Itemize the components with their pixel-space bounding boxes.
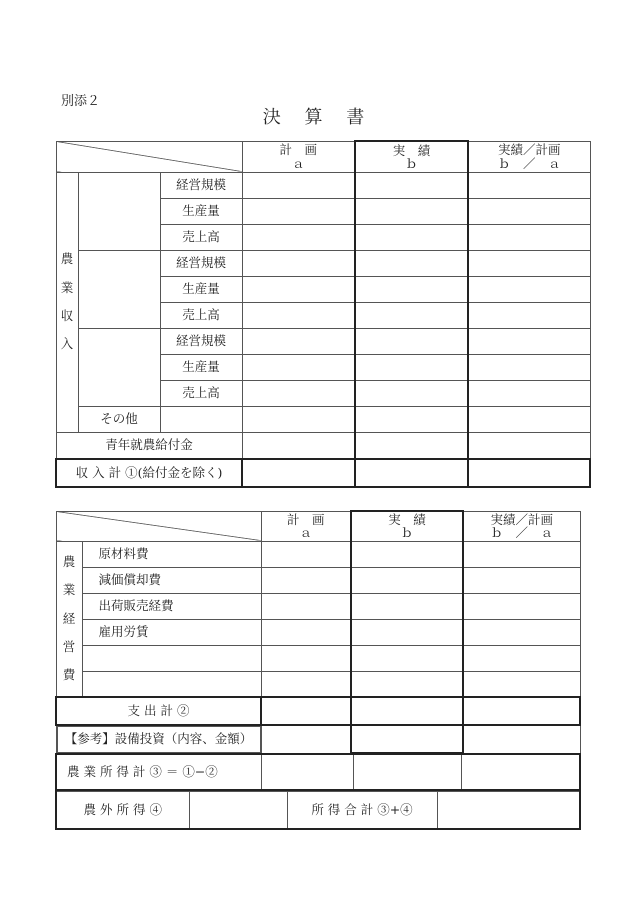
input-cell[interactable] <box>242 276 355 302</box>
row-label: 生産量 <box>160 198 242 224</box>
input-cell[interactable] <box>463 619 580 645</box>
header-ratio: 実績／計画 ｂ ／ ａ <box>463 511 580 541</box>
input-cell[interactable] <box>468 354 590 380</box>
farm-income-table <box>55 753 581 791</box>
input-cell[interactable] <box>189 792 287 829</box>
income-table <box>55 140 591 488</box>
farm-income-label: 農 業 所 得 計 ③ ＝ ①−② <box>56 754 261 790</box>
input-cell[interactable] <box>437 792 580 829</box>
input-cell[interactable] <box>468 302 590 328</box>
input-cell[interactable] <box>353 754 461 790</box>
row-label: 売上高 <box>160 380 242 406</box>
input-cell[interactable] <box>468 224 590 250</box>
input-cell[interactable] <box>261 725 351 753</box>
expense-item-label: 原材料費 <box>82 541 261 567</box>
income-total-label: 収 入 計 ①(給付金を除く) <box>56 459 242 487</box>
header-diagonal-cell <box>56 511 261 541</box>
expense-group-label: 農 業 経 営 費 <box>56 541 82 697</box>
input-cell[interactable] <box>468 276 590 302</box>
other-label: その他 <box>78 406 160 432</box>
expense-item-label: 減価償却費 <box>82 567 261 593</box>
input-cell[interactable] <box>355 459 468 487</box>
input-cell[interactable] <box>242 198 355 224</box>
input-cell[interactable] <box>355 224 468 250</box>
input-cell[interactable] <box>463 541 580 567</box>
input-cell[interactable] <box>351 593 463 619</box>
expense-total-label: 支 出 計 ② <box>56 697 261 725</box>
input-cell[interactable] <box>355 198 468 224</box>
input-cell[interactable] <box>355 302 468 328</box>
input-cell[interactable] <box>261 697 351 725</box>
input-cell[interactable] <box>351 697 463 725</box>
input-cell[interactable] <box>355 250 468 276</box>
input-cell[interactable] <box>242 328 355 354</box>
header-ratio: 実績／計画 ｂ ／ ａ <box>468 141 590 172</box>
input-cell[interactable] <box>351 725 463 753</box>
row-label: 生産量 <box>160 354 242 380</box>
input-cell[interactable] <box>468 328 590 354</box>
input-cell[interactable] <box>468 198 590 224</box>
input-cell[interactable] <box>463 567 580 593</box>
header-plan: 計 画 ａ <box>261 511 351 541</box>
title-char: 決 <box>262 107 284 128</box>
annex-label: 別添２ <box>61 94 101 109</box>
input-cell[interactable] <box>242 250 355 276</box>
input-cell[interactable] <box>463 593 580 619</box>
header-actual: 実 績 ｂ <box>351 511 463 541</box>
input-cell[interactable] <box>355 276 468 302</box>
input-cell[interactable] <box>355 328 468 354</box>
input-cell[interactable] <box>261 541 351 567</box>
input-cell[interactable] <box>261 754 353 790</box>
row-label: 経営規模 <box>160 172 242 198</box>
input-cell[interactable] <box>355 354 468 380</box>
input-cell[interactable] <box>463 697 580 725</box>
crop-name-cell[interactable] <box>78 328 160 406</box>
investment-reference-label: 【参考】設備投資（内容、金額） <box>56 725 261 753</box>
expense-table <box>55 510 581 754</box>
input-cell[interactable] <box>351 541 463 567</box>
input-cell[interactable] <box>242 459 355 487</box>
input-cell[interactable] <box>463 725 580 753</box>
input-cell[interactable] <box>242 172 355 198</box>
header-diagonal-cell <box>56 141 242 172</box>
input-cell[interactable] <box>261 671 351 697</box>
document-title <box>0 103 630 129</box>
header-actual: 実 績 ｂ <box>355 141 468 172</box>
input-cell[interactable] <box>355 172 468 198</box>
input-cell[interactable] <box>242 224 355 250</box>
input-cell[interactable] <box>355 406 468 432</box>
title-char: 書 <box>346 107 368 128</box>
input-cell[interactable] <box>242 406 355 432</box>
input-cell[interactable] <box>461 754 580 790</box>
input-cell[interactable] <box>355 380 468 406</box>
expense-item-label: 出荷販売経費 <box>82 593 261 619</box>
title-char: 算 <box>304 107 326 128</box>
input-cell[interactable] <box>463 671 580 697</box>
input-cell[interactable] <box>261 619 351 645</box>
crop-name-cell[interactable] <box>78 250 160 328</box>
grand-total-label: 所 得 合 計 ③+④ <box>287 792 437 829</box>
input-cell[interactable] <box>351 567 463 593</box>
input-cell[interactable] <box>468 459 590 487</box>
income-group-label: 農 業 収 入 <box>56 172 78 432</box>
income-summary-table <box>55 791 581 830</box>
crop-name-cell[interactable] <box>78 172 160 250</box>
expense-item-label[interactable] <box>82 645 261 671</box>
row-label: 経営規模 <box>160 250 242 276</box>
input-cell[interactable] <box>355 432 468 459</box>
input-cell[interactable] <box>468 250 590 276</box>
input-cell[interactable] <box>351 671 463 697</box>
row-label: 経営規模 <box>160 328 242 354</box>
input-cell[interactable] <box>261 567 351 593</box>
input-cell[interactable] <box>351 645 463 671</box>
row-label: 売上高 <box>160 302 242 328</box>
expense-item-label: 雇用労賃 <box>82 619 261 645</box>
input-cell[interactable] <box>242 302 355 328</box>
input-cell[interactable] <box>351 619 463 645</box>
expense-item-label[interactable] <box>82 671 261 697</box>
non-farm-income-label: 農 外 所 得 ④ <box>56 792 189 829</box>
subsidy-label: 青年就農給付金 <box>56 432 242 459</box>
input-cell[interactable] <box>468 406 590 432</box>
header-plan: 計 画 ａ <box>242 141 355 172</box>
input-cell[interactable] <box>242 432 355 459</box>
row-label: 生産量 <box>160 276 242 302</box>
input-cell[interactable] <box>242 354 355 380</box>
input-cell[interactable] <box>261 593 351 619</box>
input-cell[interactable] <box>468 380 590 406</box>
input-cell[interactable] <box>468 432 590 459</box>
input-cell[interactable] <box>463 645 580 671</box>
row-label: 売上高 <box>160 224 242 250</box>
other-detail-cell[interactable] <box>160 406 242 432</box>
input-cell[interactable] <box>468 172 590 198</box>
input-cell[interactable] <box>261 645 351 671</box>
input-cell[interactable] <box>242 380 355 406</box>
